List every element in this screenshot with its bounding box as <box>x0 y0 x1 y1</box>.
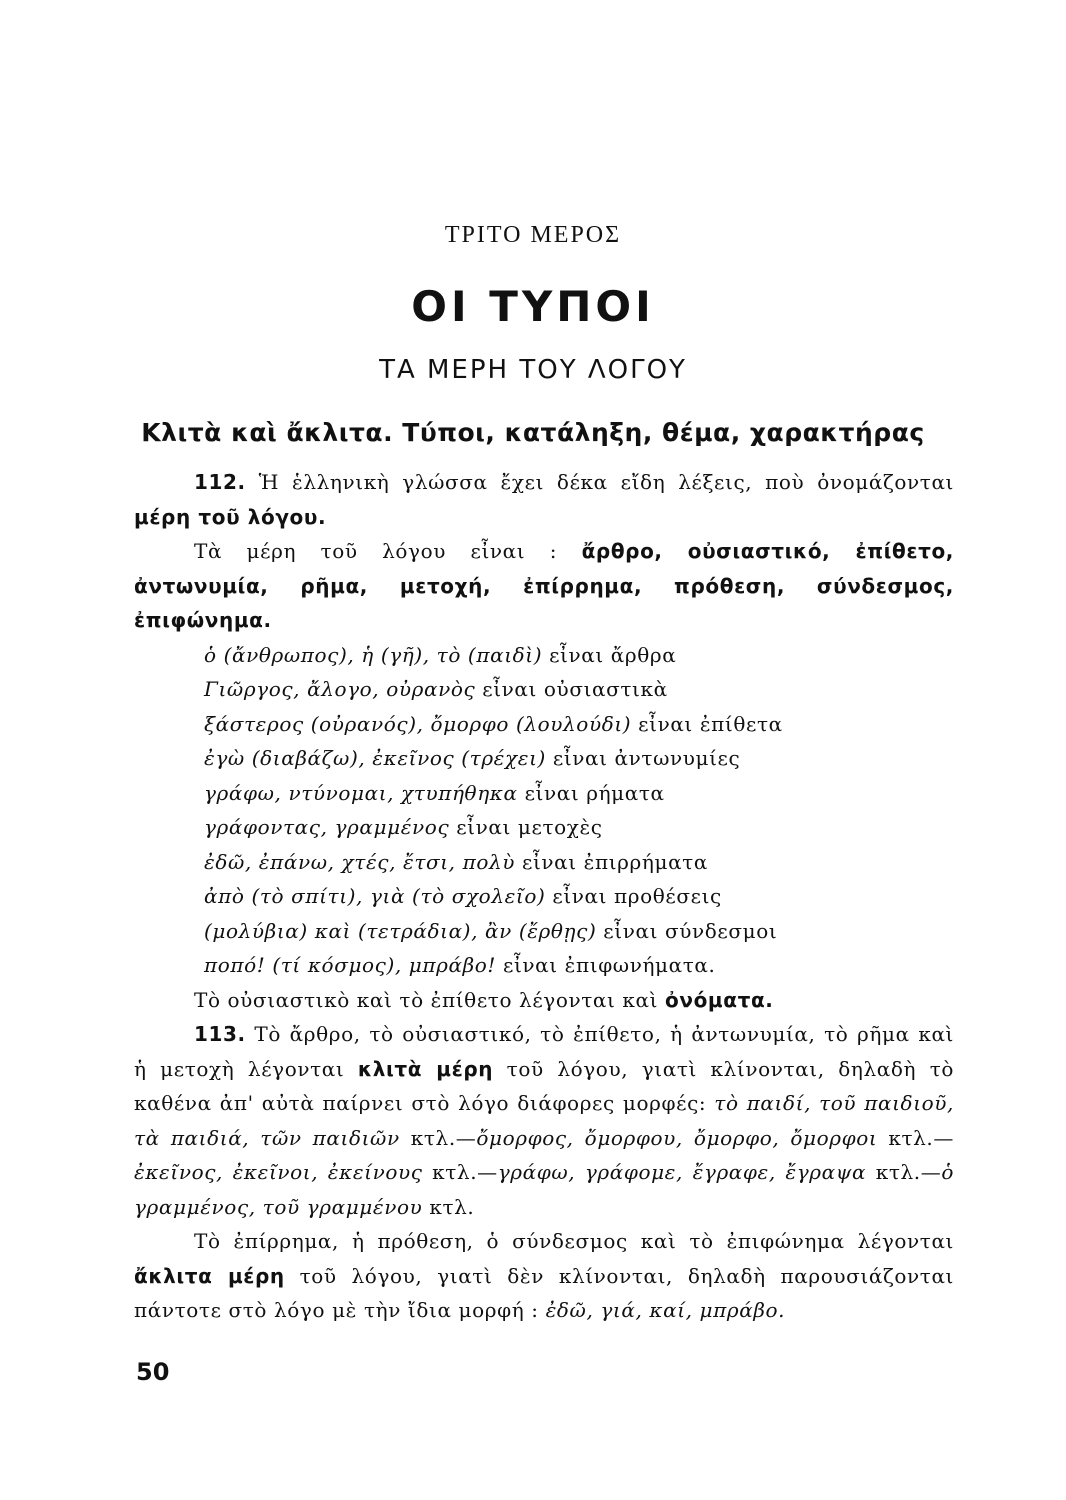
main-title: ΟΙ ΤΥΠΟΙ <box>411 282 655 331</box>
example-desc: εἶναι ἄρθρα <box>542 642 677 667</box>
text: Τὸ ἐπίρρημα, ἡ πρόθεση, ὁ σύνδεσμος καὶ τὸ ἐπιφώνημα λέγονται <box>194 1229 954 1253</box>
paragraph-parts-list <box>134 534 954 638</box>
text: κτλ.— <box>399 1125 477 1150</box>
paragraph-112 <box>134 465 954 534</box>
example-desc: εἶναι οὐσιαστικὰ <box>475 677 668 701</box>
text: Τὰ μέρη τοῦ λόγου εἶναι : <box>194 539 582 563</box>
example-words: ὁ (ἄνθρωπος), ἡ (γῆ), τὸ (παιδὶ) <box>204 642 543 667</box>
example-desc: εἶναι ἐπίθετα <box>631 711 783 736</box>
example-words: γράφοντας, γραμμένος <box>204 815 450 839</box>
example-line <box>204 776 954 811</box>
example-desc: εἶναι μετοχὲς <box>449 815 603 839</box>
text: Ἡ ἑλληνικὴ γλώσσα ἔχει δέκα εἴδη λέξεις, ποὺ ὀνομάζονται <box>245 470 954 494</box>
examples-list <box>204 638 954 983</box>
bold-term: ἄκλιτα μέρη <box>134 1263 285 1288</box>
example-desc: εἶναι ρήματα <box>517 780 665 805</box>
example-desc: εἶναι προθέσεις <box>545 884 722 908</box>
example-line <box>204 845 954 880</box>
paragraph-number: 113. <box>194 1022 246 1046</box>
example-desc: εἶναι ἀντωνυμίες <box>545 746 741 770</box>
bold-term: κλιτὰ μέρη <box>357 1056 494 1081</box>
paragraph-aklita <box>134 1224 954 1328</box>
subtitle: ΤΑ ΜΕΡΗ ΤΟΥ ΛΟΓΟΥ <box>379 355 687 385</box>
example-words: γράφω, ντύνομαι, χτυπήθηκα <box>204 780 518 805</box>
example-line <box>204 810 954 845</box>
example-words: ἀπὸ (τὸ σπίτι), γιὰ (τὸ σχολεῖο) <box>204 884 546 908</box>
section-heading: Κλιτὰ καὶ ἄκλιτα. Τύποι, κατάληξη, θέμα, χαρακτήρας <box>141 418 925 447</box>
example-words: (μολύβια) καὶ (τετράδια), ἂν (ἔρθῃς) <box>204 918 597 943</box>
text: κτλ.— <box>866 1160 942 1184</box>
bold-term: ἄρθρο, οὐσιαστικό, ἐπίθετο, ἀντωνυμία, ρῆμα, μετοχή, ἐπίρρημα, πρόθεση, σύνδεσμος, ἐπιφώνημα. <box>134 539 954 632</box>
example-line <box>204 948 954 983</box>
italic-example: ὁ γραμμένος, τοῦ γραμμένου <box>134 1160 954 1219</box>
example-line <box>204 707 954 742</box>
example-words: ἐδῶ, ἐπάνω, χτές, ἔτσι, πολὺ <box>204 849 516 874</box>
text: Τὸ οὐσιαστικὸ καὶ τὸ ἐπίθετο λέγονται καὶ <box>194 987 666 1012</box>
example-line <box>204 741 954 776</box>
italic-example: ἐδῶ, γιά, καί, μπράβο. <box>545 1298 786 1322</box>
bold-term: ὀνόματα. <box>665 987 774 1012</box>
example-line <box>204 672 954 707</box>
body-text <box>134 465 954 1328</box>
bold-term: μέρη τοῦ λόγου. <box>134 504 327 529</box>
example-line <box>204 914 954 949</box>
italic-example: ὄμορφος, ὄμορφου, ὄμορφο, ὄμορφοι <box>476 1125 878 1150</box>
example-words: ξάστερος (οὐρανός), ὄμορφο (λουλούδι) <box>204 711 632 736</box>
paragraph-number: 112. <box>194 470 246 494</box>
example-desc: εἶναι ἐπιφωνήματα. <box>496 953 716 977</box>
text: κτλ.— <box>422 1160 498 1184</box>
paragraph-onomata <box>134 983 954 1018</box>
text: κτλ. <box>422 1194 475 1219</box>
text: τοῦ λόγου, γιατὶ δὲν κλίνονται, δηλαδὴ παρουσιάζονται πάντοτε στὸ λόγο μὲ τὴν ἴδια μορφή : <box>134 1263 954 1322</box>
example-desc: εἶναι ἐπιρρήματα <box>515 849 708 874</box>
text: Τὸ ἄρθρο, τὸ οὐσιαστικό, τὸ ἐπίθετο, ἡ ἀντωνυμία, τὸ ρῆμα καὶ ἡ μετοχὴ λέγονται <box>134 1022 954 1081</box>
italic-example: γράφω, γράφομε, ἔγραφε, ἔγραψα <box>497 1160 867 1184</box>
page-number: 50 <box>136 1358 170 1386</box>
italic-example: ἐκεῖνος, ἐκεῖνοι, ἐκείνους <box>134 1160 423 1184</box>
paragraph-113 <box>134 1017 954 1224</box>
text: κτλ.— <box>877 1125 954 1150</box>
example-line <box>204 879 954 914</box>
italic-example: τὸ παιδί, τοῦ παιδιοῦ, τὰ παιδιά, τῶν παιδιῶν <box>134 1091 954 1150</box>
part-title: ΤΡΙΤΟ ΜΕΡΟΣ <box>444 222 622 248</box>
example-words: ποπό! (τί κόσμος), μπράβο! <box>204 953 497 977</box>
text: τοῦ λόγου, γιατὶ κλίνονται, δηλαδὴ τὸ καθένα ἀπ' αὐτὰ παίρνει στὸ λόγο διάφορες μορφές: <box>134 1056 955 1115</box>
example-words: Γιῶργος, ἄλογο, οὐρανὸς <box>204 677 476 701</box>
example-desc: εἶναι σύνδεσμοι <box>596 918 778 943</box>
example-line <box>204 638 954 673</box>
example-words: ἐγὼ (διαβάζω), ἐκεῖνος (τρέχει) <box>204 746 546 770</box>
